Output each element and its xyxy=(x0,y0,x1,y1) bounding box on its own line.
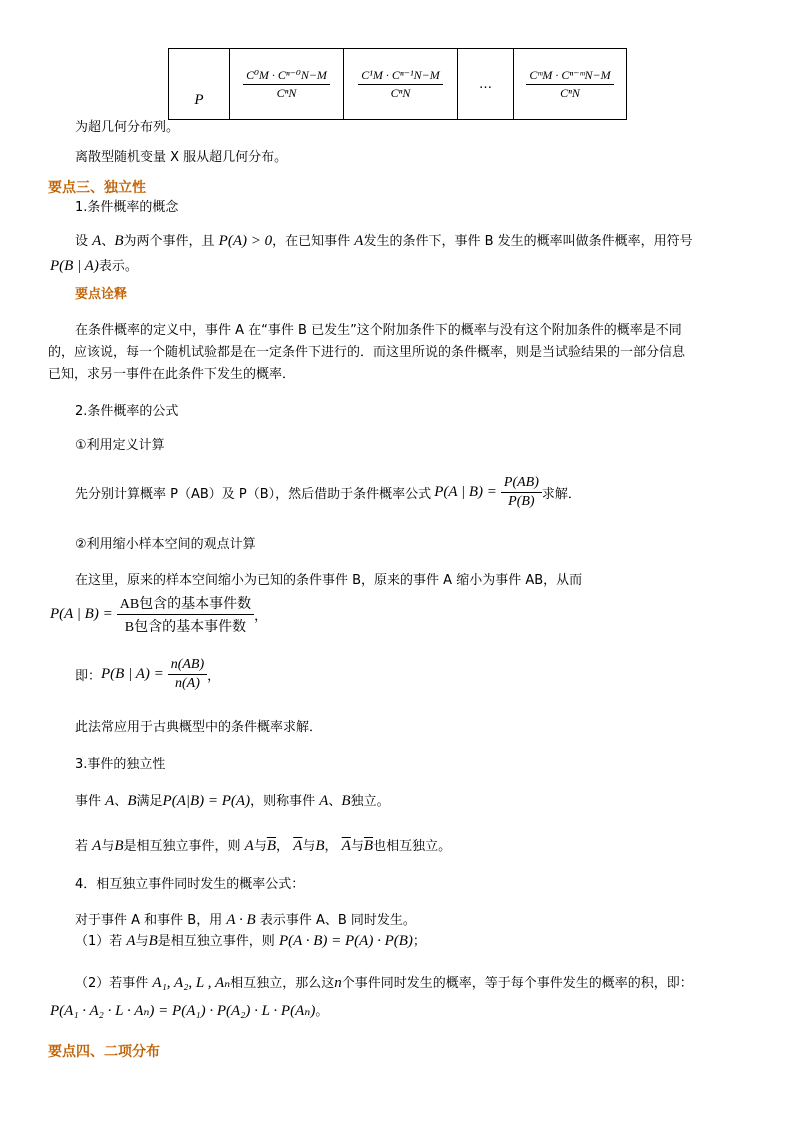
cm-denominator: CⁿN xyxy=(560,85,580,100)
independence-complements: 若 A与B是相互独立事件，则 A与$\overline{B}$， $\overline{A}$与B， $\overline{A}$与$\overline{B}$也相互独立。 xyxy=(75,838,452,854)
c0-numerator: C⁰M · Cⁿ⁻⁰N−M xyxy=(243,68,330,85)
c1-denominator: CⁿN xyxy=(390,85,411,100)
method-1: ①利用定义计算 xyxy=(75,438,165,453)
method-2: ②利用缩小样本空间的观点计算 xyxy=(75,537,256,552)
cm-numerator: CᵐM · Cⁿ⁻ᵐN−M xyxy=(526,68,613,85)
subheading-independence: 3.事件的独立性 xyxy=(75,757,166,772)
subheading-formula: 2.条件概率的公式 xyxy=(75,404,179,419)
c0-fraction xyxy=(243,68,330,101)
sample-space-text: 在这里，原来的样本空间缩小为已知的条件事件 B，原来的事件 A 缩小为事件 AB，从而 xyxy=(75,573,583,588)
table-ellipsis-cell xyxy=(458,49,514,120)
line-hypergeometric: 离散型随机变量 X 服从超几何分布。 xyxy=(75,150,288,165)
c1-fraction xyxy=(358,68,442,101)
formula-line-1: 先分别计算概率 P（AB）及 P（B），然后借助于条件概率公式 P(A | B) = $\frac{P(AB)}{P(B)}$ 求解． xyxy=(75,474,581,509)
cm-fraction xyxy=(526,68,613,101)
hypergeometric-table xyxy=(168,48,627,120)
formula-line-3: 即： P(B | A) = $\frac{n(AB)}{n(A)}$ ， xyxy=(75,656,221,691)
p-label: P xyxy=(194,92,204,108)
explanation-label: 要点诠释 xyxy=(75,287,128,302)
independence-definition: 事件 A、B满足P(A|B) = P(A)，则称事件 A、B独立。 xyxy=(75,793,390,809)
paragraph-line-3: 已知，求另一事件在此条件下发生的概率． xyxy=(48,367,296,382)
joint-formula: P(A₁ · A₂ · L · Aₙ) = P(A₁) · P(A₂) · L · P(Aₙ)。 xyxy=(50,1003,329,1019)
table-p-cell xyxy=(169,49,230,120)
paragraph-line-1: 在条件概率的定义中，事件 A 在“事件 B 已发生”这个附加条件下的概率与没有这个附加条件的概率是不同 xyxy=(75,323,682,338)
line-distribution-list: 为超几何分布列。 xyxy=(75,120,180,135)
table-c0-cell xyxy=(230,49,344,120)
table-cm-cell xyxy=(514,49,627,120)
heading-binomial: 要点四、二项分布 xyxy=(48,1044,160,1060)
subheading-conditional-prob: 1.条件概率的概念 xyxy=(75,200,179,215)
formula-1-fraction: $\frac{P(AB)}{P(B)}$ xyxy=(501,475,542,510)
c0-denominator: CⁿN xyxy=(276,85,297,100)
c1-numerator: C¹M · Cⁿ⁻¹N−M xyxy=(358,68,442,85)
classical-note: 此法常应用于古典概型中的条件概率求解． xyxy=(75,720,323,735)
joint-case-2: （2）若事件 A₁, A₂, L , Aₙ相互独立，那么这n个事件同时发生的概率，等于每个事件发生的概率的积，即： xyxy=(75,975,693,991)
joint-case-1: （1）若 A与B是相互独立事件，则 P(A · B) = P(A) · P(B)； xyxy=(75,933,426,949)
heading-independence: 要点三、独立性 xyxy=(48,180,146,196)
definition-line-2: P(B | A)表示。 xyxy=(50,258,138,274)
paragraph-line-2: 的，应该说，每一个随机试验都是在一定条件下进行的．而这里所说的条件概率，则是当试验结果的一部分信息 xyxy=(48,345,686,360)
formula-3-fraction: $\frac{n(AB)}{n(A)}$ xyxy=(168,657,207,692)
ellipsis: … xyxy=(479,76,492,92)
subheading-joint-prob: 4．相互独立事件同时发生的概率公式： xyxy=(75,877,305,892)
joint-definition: 对于事件 A 和事件 B，用 A · B 表示事件 A、B 同时发生。 xyxy=(75,912,416,928)
formula-line-2: P(A | B) = $\frac{\text{AB包含的基本事件数}}{\text{B包含的基本事件数}}$ ， xyxy=(50,592,267,636)
table-c1-cell xyxy=(344,49,458,120)
definition-line-1: 设 A、B为两个事件，且 P(A) > 0，在已知事件 A发生的条件下，事件 B 发生的概率叫做条件概率，用符号 xyxy=(75,233,693,249)
formula-2-fraction: $\frac{\text{AB包含的基本事件数}}{\text{B包含的基本事件数}}$ xyxy=(117,593,254,636)
